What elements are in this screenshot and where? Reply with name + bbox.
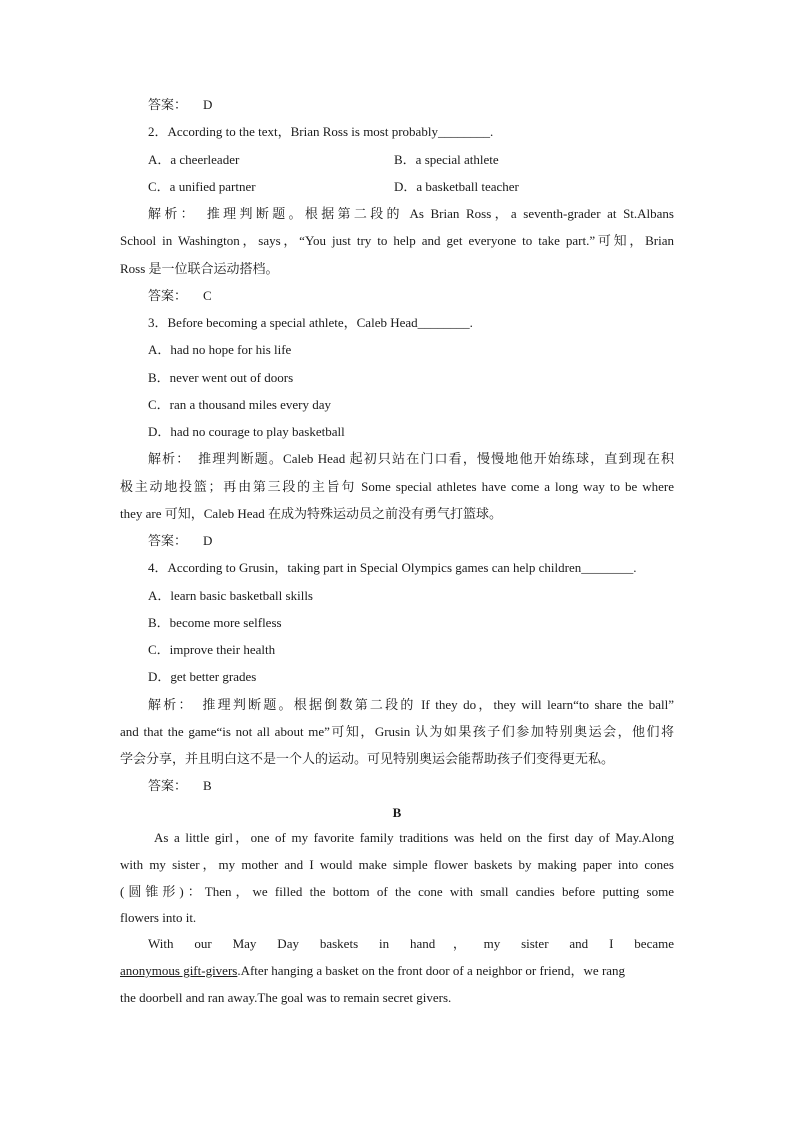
q4-analysis-line: and that the game“is not all about me”可知，Grusin 认为如果孩子们参加特别奥运会，他们将 [120, 724, 674, 739]
answer-value: C [203, 288, 212, 303]
option-a: A．a cheerleader [148, 152, 240, 167]
option-d: D．a basketball teacher [394, 179, 519, 194]
q4-option-b: B．become more selfless [148, 615, 282, 630]
option-c: C．a unified partner [148, 179, 256, 194]
q3-option-a: A．had no hope for his life [148, 342, 292, 357]
q3-analysis-line: they are 可知，Caleb Head 在成为特殊运动员之前没有勇气打篮球。 [120, 506, 503, 521]
q4-answer [148, 778, 674, 794]
q3-option-b: B．never went out of doors [148, 370, 294, 385]
q1-answer [148, 97, 674, 113]
q4-option-c: C．improve their health [148, 642, 276, 657]
q2-analysis-line: Ross 是一位联合运动搭档。 [120, 261, 279, 276]
q4-analysis-line: 学会分享，并且明白这不是一个人的运动。可见特别奥运会能帮助孩子们变得更无私。 [120, 751, 615, 766]
q4-option-a: A．learn basic basketball skills [148, 588, 313, 603]
q4-option-d: D．get better grades [148, 669, 257, 684]
q3-option-c: C．ran a thousand miles every day [148, 397, 332, 412]
passage-line: with my sister，my mother and I would make simple flower baskets by making paper into cones [120, 857, 674, 872]
answer-value: B [203, 778, 212, 793]
q2-stem: 2．According to the text，Brian Ross is most probably________. [148, 124, 494, 139]
q3-analysis-line: 极主动地投篮；再由第三段的主旨句 Some special athletes have come a long way to be where [120, 479, 674, 494]
answer-value: D [203, 533, 213, 548]
q2-answer [148, 288, 674, 304]
option-b: B．a special athlete [394, 152, 499, 167]
passage-line-6 [120, 963, 674, 979]
answer-value: D [203, 97, 213, 112]
q2-analysis-line: School in Washington，says，“You just try to help and get everyone to take part.”可知，Brian [120, 233, 674, 248]
q4-analysis-line: 解析： 推理判断题。根据倒数第二段的 If they do，they will learn“to share the ball” [148, 697, 674, 712]
q3-option-d: D．had no courage to play basketball [148, 424, 345, 439]
answer-label: 答案： [148, 97, 188, 112]
answer-label: 答案： [148, 288, 188, 303]
q3-analysis-line: 解析： 推理判断题。Caleb Head 起初只站在门口看，慢慢地他开始练球，直到现在积 [148, 451, 674, 466]
q2-options-row1 [148, 152, 674, 168]
q4-stem: 4．According to Grusin，taking part in Special Olympics games can help children________. [148, 560, 637, 575]
q2-analysis-line: 解析： 推理判断题。根据第二段的 As Brian Ross，a seventh-grader at St.Albans [148, 206, 674, 221]
underlined-phrase: anonymous gift-givers [120, 963, 238, 978]
passage-text: .After hanging a basket on the front door of a neighbor or friend，we rang [237, 963, 626, 978]
passage-line: the doorbell and ran away.The goal was to remain secret givers. [120, 990, 452, 1005]
answer-label: 答案： [148, 778, 188, 793]
passage-line: As a little girl，one of my favorite family traditions was held on the first day of May.Along [154, 830, 674, 845]
q3-stem: 3．Before becoming a special athlete，Caleb Head________. [148, 315, 473, 330]
q2-options-row2 [148, 179, 674, 195]
answer-label: 答案： [148, 533, 188, 548]
passage-line: flowers into it. [120, 910, 197, 925]
q3-answer [148, 533, 674, 549]
section-heading: B [392, 805, 402, 820]
passage-line: (圆锥形)：Then，we filled the bottom of the cone with small candies before putting some [120, 884, 674, 899]
passage-line: With our May Day baskets in hand，my sister and I became [148, 936, 674, 951]
